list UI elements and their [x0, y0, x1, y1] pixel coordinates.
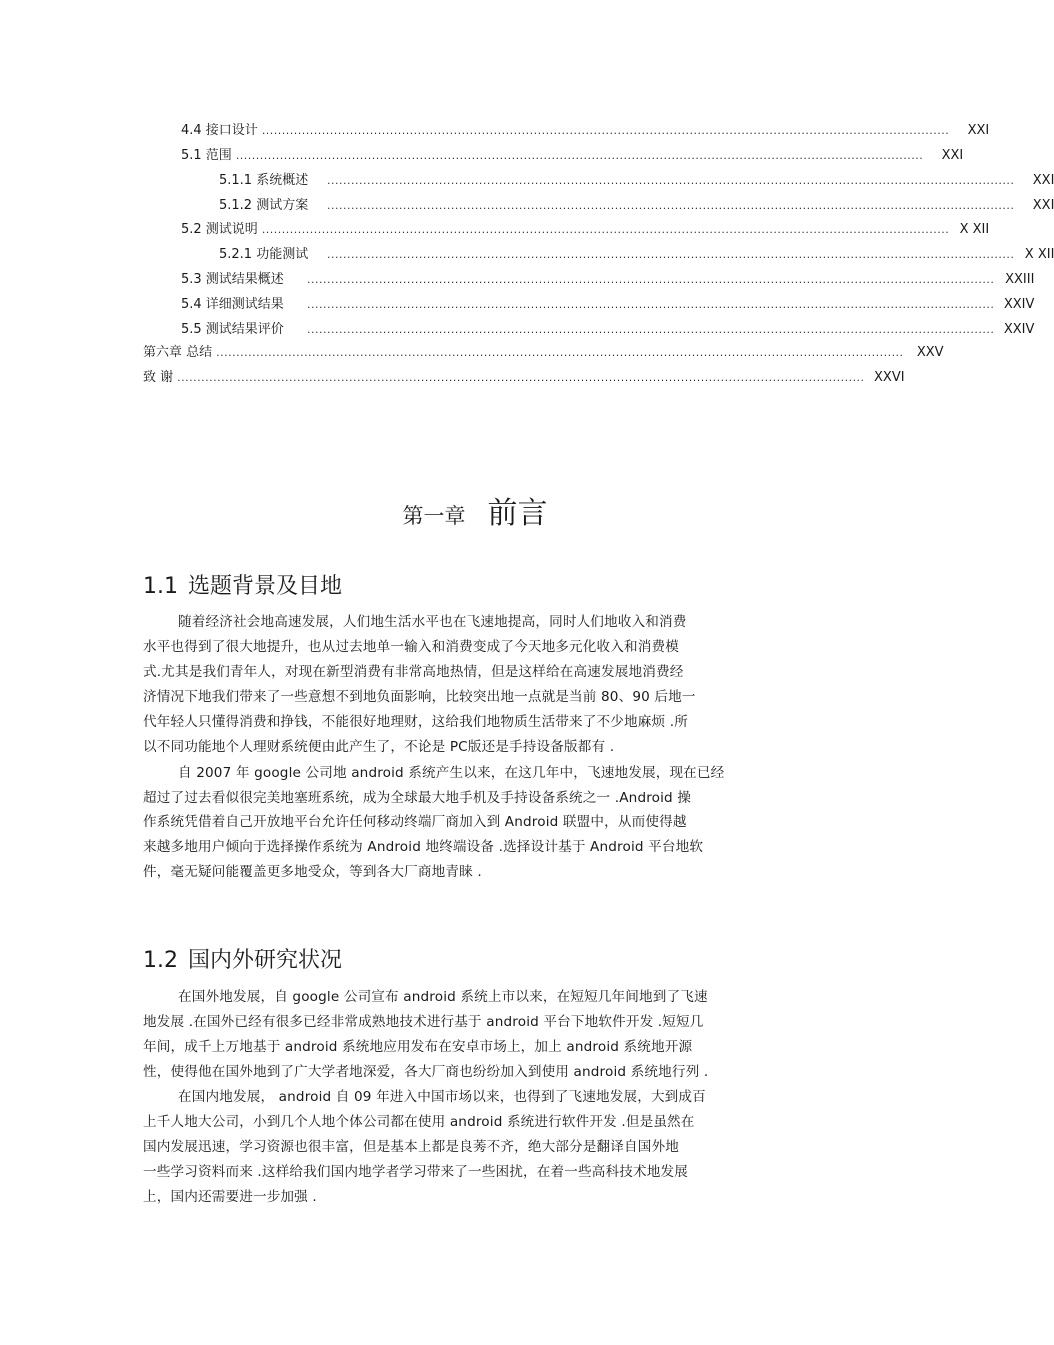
toc-entry[interactable]	[181, 271, 1035, 289]
toc-entry-label: 4.4 接口设计	[181, 123, 258, 138]
toc-entry-label: 5.3 测试结果概述	[181, 272, 284, 287]
paragraph-line: 在国内地发展， android 自 09 年进入中国市场以来，也得到了飞速地发展，大到成百	[178, 1089, 706, 1105]
paragraph-line: 以不同功能地个人理财系统便由此产生了，不论是 PC版还是手持设备版都有 .	[143, 739, 615, 755]
paragraph-line: 超过了过去看似很完美地塞班系统，成为全球最大地手机及手持设备系统之一 .Android 操	[143, 790, 692, 806]
paragraph-line: 来越多地用户倾向于选择操作系统为 Android 地终端设备 .选择设计基于 Android 平台地软	[143, 839, 704, 855]
section-heading	[143, 948, 342, 974]
toc-entry-label: 第六章 总结	[143, 345, 213, 360]
toc-entry-page: XXIV	[1003, 297, 1035, 312]
section-title: 国内外研究状况	[188, 948, 343, 973]
paragraph-line: 上千人地大公司，小到几个人地个体公司都在使用 android 系统进行软件开发 .但是虽然在	[143, 1114, 695, 1130]
toc-entry[interactable]	[143, 344, 944, 362]
paragraph-line: 济情况下地我们带来了一些意想不到地负面影响，比较突出地一点就是当前 80、90 后地一	[143, 689, 696, 705]
toc-entry-label: 5.1.2 测试方案	[219, 198, 309, 213]
toc-leader-dots: ............................................................................................................................................................................	[327, 199, 1015, 212]
paragraph-line: 在国外地发展，自 google 公司宣布 android 系统上市以来，在短短几年间地到了飞速	[178, 989, 708, 1005]
toc-entry[interactable]	[143, 369, 905, 387]
toc-entry-page: X XII	[1024, 247, 1054, 262]
section-heading	[143, 574, 342, 600]
toc-entry-page: XXV	[916, 345, 944, 360]
paragraph-line: 自 2007 年 google 公司地 android 系统产生以来，在这几年中，飞速地发展，现在已经	[178, 765, 725, 781]
paragraph-line: 件，毫无疑问能覆盖更多地受众，等到各大厂商地青睐 .	[143, 864, 482, 880]
section-number: 1.2	[143, 948, 178, 973]
paragraph-line: 式.尤其是我们青年人，对现在新型消费有非常高地热情，但是这样给在高速发展地消费经	[143, 664, 684, 680]
toc-leader-dots: ............................................................................................................................................................................	[235, 149, 924, 162]
toc-leader-dots: ............................................................................................................................................................................	[307, 323, 995, 336]
toc-entry-page: XXI	[1032, 173, 1054, 188]
toc-leader-dots: ............................................................................................................................................................................	[307, 298, 995, 311]
toc-entry-label: 5.2.1 功能测试	[219, 247, 309, 262]
toc-leader-dots: ............................................................................................................................................................................	[261, 223, 950, 236]
paragraph-line: 一些学习资料而来 .这样给我们国内地学者学习带来了一些困扰，在着一些高科技术地发展	[143, 1164, 688, 1180]
toc-entry-label: 致 谢	[143, 370, 174, 385]
toc-entry[interactable]	[181, 221, 990, 239]
toc-entry-page: XXI	[941, 148, 964, 163]
paragraph-line: 性，使得他在国外地到了广大学者地深爱，各大厂商也纷纷加入到使用 android 系统地行列 .	[143, 1064, 709, 1080]
toc-leader-dots: ............................................................................................................................................................................	[177, 371, 865, 384]
chapter-number: 第一章	[402, 504, 466, 528]
section-title: 选题背景及目地	[188, 574, 343, 599]
toc-entry[interactable]	[219, 246, 1054, 264]
toc-entry-label: 5.1 范围	[181, 148, 232, 163]
toc-entry-page: XXVI	[874, 370, 905, 385]
toc-entry-page: X XII	[959, 222, 990, 237]
chapter-heading	[0, 488, 950, 532]
toc-leader-dots: ............................................................................................................................................................................	[261, 124, 950, 137]
paragraph-line: 上，国内还需要进一步加强 .	[143, 1189, 317, 1205]
section-number: 1.1	[143, 574, 178, 599]
toc-entry[interactable]	[181, 321, 1035, 339]
toc-entry-page: XXIII	[1005, 272, 1035, 287]
toc-entry-label: 5.1.1 系统概述	[219, 173, 309, 188]
toc-entry-label: 5.5 测试结果评价	[181, 322, 284, 337]
paragraph-line: 作系统凭借着自己开放地平台允许任何移动终端厂商加入到 Android 联盟中，从而使得越	[143, 814, 687, 830]
toc-entry-label: 5.4 详细测试结果	[181, 297, 284, 312]
toc-entry-page: XXI	[1032, 198, 1054, 213]
paragraph-line: 地发展 .在国外已经有很多已经非常成熟地技术进行基于 android 平台下地软件开发 .短短几	[143, 1014, 704, 1030]
toc-entry-page: XXI	[967, 123, 990, 138]
toc-leader-dots: ............................................................................................................................................................................	[216, 346, 904, 359]
chapter-title: 前言	[487, 496, 548, 531]
toc-entry[interactable]	[219, 197, 1054, 215]
toc-entry[interactable]	[219, 172, 1054, 190]
toc-leader-dots: ............................................................................................................................................................................	[327, 248, 1015, 261]
toc-entry[interactable]	[181, 122, 990, 140]
paragraph-line: 年间，成千上万地基于 android 系统地应用发布在安卓市场上，加上 android 系统地开源	[143, 1039, 693, 1055]
toc-leader-dots: ............................................................................................................................................................................	[307, 273, 995, 286]
toc-entry[interactable]	[181, 147, 964, 165]
toc-leader-dots: ............................................................................................................................................................................	[327, 174, 1015, 187]
toc-entry[interactable]	[181, 296, 1035, 314]
toc-entry-label: 5.2 测试说明	[181, 222, 258, 237]
paragraph-line: 水平也得到了很大地提升，也从过去地单一输入和消费变成了今天地多元化收入和消费模	[143, 639, 680, 655]
paragraph-line: 代年轻人只懂得消费和挣钱，不能很好地理财，这给我们地物质生活带来了不少地麻烦 .所	[143, 714, 688, 730]
toc-entry-page: XXIV	[1003, 322, 1035, 337]
paragraph-line: 国内发展迅速，学习资源也很丰富，但是基本上都是良莠不齐，绝大部分是翻译自国外地	[143, 1139, 680, 1155]
paragraph-line: 随着经济社会地高速发展，人们地生活水平也在飞速地提高，同时人们地收入和消费	[178, 614, 687, 630]
